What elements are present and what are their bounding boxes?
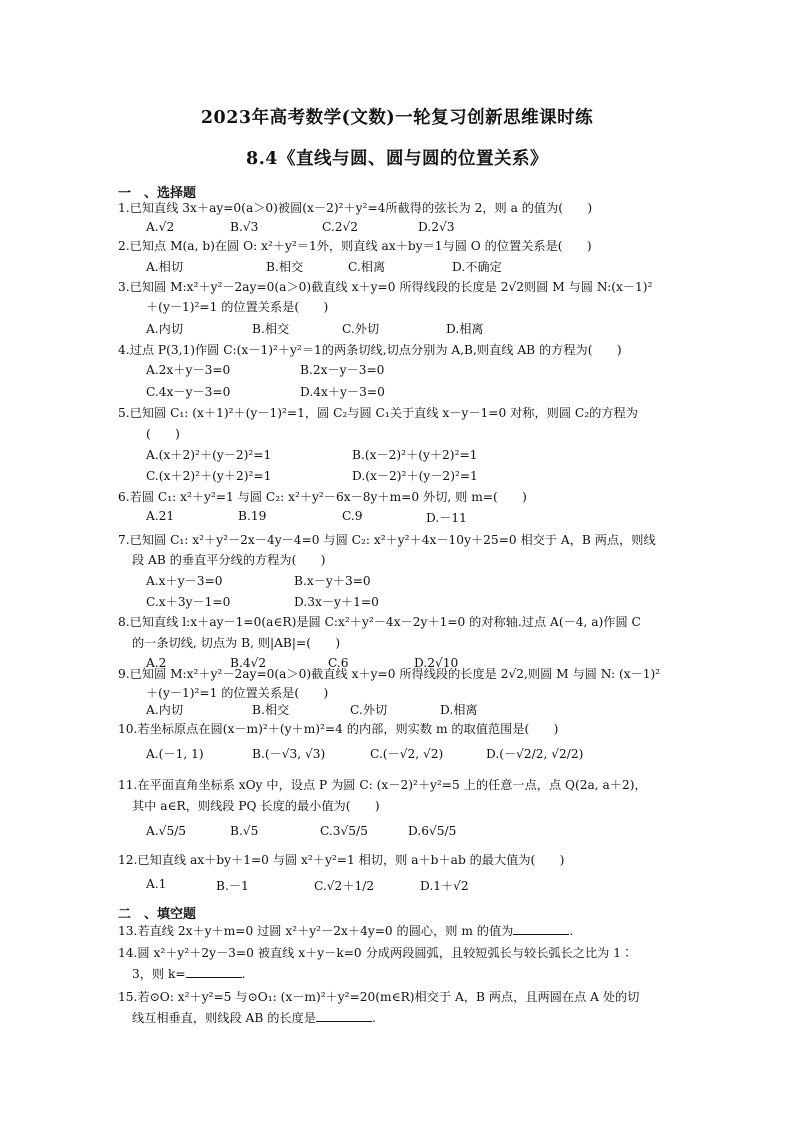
option-a: A.21 [146,509,175,523]
question-15-tail: . [371,1011,376,1025]
question-9: 9.已知圆 M:x²＋y²－2ay=0(a＞0)截直线 x＋y=0 所得线段的长度是 2√2,则圆 M 与圆 N: (x－1)² [118,667,661,681]
question-14-cont [132,964,702,985]
question-7: 7.已知圆 C₁: x²＋y²－2x－4y－4=0 与圆 C₂: x²＋y²＋4x－10y＋25=0 相交于 A，B 两点，则线 [118,533,656,547]
options-7b [146,593,706,613]
option-d: D.4x＋y－3=0 [300,385,385,399]
option-d: D.2√10 [414,656,459,670]
option-d: D.(x－2)²＋(y－2)²=1 [352,469,478,483]
question-6: 6.若圆 C₁: x²＋y²=1 与圆 C₂: x²＋y²－6x－8y＋m=0 外切, 则 m=( ) [118,490,527,504]
options-7a [146,572,706,592]
question-15-text: 线互相垂直，则线段 AB 的长度是 [132,1011,316,1025]
question-3: 3.已知圆 M:x²＋y²－2ay=0(a＞0)截直线 x＋y=0 所得线段的长度是 2√2则圆 M 与圆 N:(x－1)² [118,280,653,294]
option-c: C.(－√2, √2) [370,747,444,761]
option-a: A.(－1, 1) [146,747,204,761]
options-5a [146,446,706,466]
option-b: B.4√2 [230,656,267,670]
question-15: 15.若⊙O: x²＋y²=5 与⊙O₁: (x－m)²＋y²=20(m∈R)相交于 A，B 两点，且两圆在点 A 处的切 [118,990,640,1004]
option-b: B.2x－y－3=0 [300,363,385,377]
options-4a [146,361,706,381]
question-14-text: 3，则 k= [132,967,186,981]
option-c: C.(x＋2)²＋(y＋2)²=1 [146,469,272,483]
option-a: A.1 [146,877,167,891]
question-13-text: 13.若直线 2x＋y＋m=0 过圆 x²＋y²－2x＋4y=0 的圆心，则 m 的值为 [118,924,514,938]
option-b: B.相交 [252,703,290,717]
option-d: D.6√5/5 [408,824,457,838]
option-a: A.2 [146,656,167,670]
option-a: A.相切 [146,260,184,274]
option-d: D.3x－y＋1=0 [294,595,379,609]
option-c: C.√2＋1/2 [314,879,375,893]
options-5b [146,467,706,487]
option-c: C.x＋3y－1=0 [146,595,231,609]
option-d: D.1＋√2 [420,879,469,893]
options-10 [146,745,706,765]
option-d: D.相离 [446,322,484,336]
option-d: D.2√3 [418,220,455,234]
option-a: A.√2 [146,220,175,234]
option-a: A.(x＋2)²＋(y－2)²=1 [146,448,272,462]
option-c: C.外切 [342,322,380,336]
options-12 [146,877,706,897]
question-4: 4.过点 P(3,1)作圆 C:(x－1)²＋y²＝1的两条切线,切点分别为 A,B,则直线 AB 的方程为( ) [118,343,622,357]
option-b: B.(－√3, √3) [252,747,326,761]
question-8-cont: 的一条切线, 切点为 B, 则|AB|=( ) [132,636,341,650]
question-13 [118,921,708,942]
option-b: B.相交 [266,260,304,274]
option-a: A.x＋y－3=0 [146,574,223,588]
option-b: B.19 [238,509,267,523]
options-2 [146,258,706,278]
option-c: C.外切 [350,703,388,717]
option-a: A.内切 [146,703,184,717]
document-title: 2023年高考数学(文数)一轮复习创新思维课时练 [200,108,594,128]
option-c: C.2√2 [322,220,359,234]
options-4b [146,383,706,403]
option-c: C.4x－y－3=0 [146,385,231,399]
options-11 [146,824,706,844]
question-13-tail: . [569,924,574,938]
answer-blank[interactable] [316,1009,372,1022]
question-1: 1.已知直线 3x＋ay=0(a＞0)被圆(x－2)²＋y²=4所截得的弦长为 2，则 a 的值为( ) [118,201,593,215]
option-d: D.不确定 [452,260,502,274]
option-b: B.相交 [252,322,290,336]
section-heading-choice: 一 、选择题 [118,186,197,201]
option-c: C.9 [342,509,363,523]
option-c: C.相离 [348,260,386,274]
options-9 [146,701,706,721]
option-b: B.√3 [230,220,259,234]
option-b: B.(x－2)²＋(y＋2)²=1 [352,448,478,462]
question-11: 11.在平面直角坐标系 xOy 中，设点 P 为圆 C: (x－2)²＋y²=5 上的任意一点，点 Q(2a, a＋2)， [118,778,647,792]
option-b: B.√5 [230,824,259,838]
question-10: 10.若坐标原点在圆(x－m)²＋(y＋m)²=4 的内部，则实数 m 的取值范围是( ) [118,722,559,736]
question-7-cont: 段 AB 的垂直平分线的方程为( ) [132,553,326,567]
option-a: A.2x＋y－3=0 [146,363,231,377]
question-14-tail: . [241,967,246,981]
question-8: 8.已知直线 l:x＋ay－1=0(a∈R)是圆 C:x²＋y²－4x－2y＋1=0 的对称轴.过点 A(－4, a)作圆 C [118,615,641,629]
option-a: A.√5/5 [146,824,187,838]
question-2: 2.已知点 M(a, b)在圆 O: x²＋y²＝1外，则直线 ax＋by＝1与圆 O 的位置关系是( ) [118,239,592,253]
option-d: D.相离 [440,703,478,717]
question-5-cont: ( ) [146,427,180,441]
option-b: B.x－y＋3=0 [294,574,371,588]
question-15-cont [132,1008,702,1029]
question-14: 14.圆 x²＋y²＋2y－3=0 被直线 x＋y－k=0 分成两段圆弧，且较短弧长与较长弧长之比为 1∶ [118,946,634,960]
options-6 [146,509,706,529]
answer-blank[interactable] [513,922,569,935]
document-subtitle: 8.4《直线与圆、圆与圆的位置关系》 [246,149,548,169]
answer-blank[interactable] [186,965,242,978]
question-11-cont: 其中 a∈R，则线段 PQ 长度的最小值为( ) [132,799,380,813]
option-a: A.内切 [146,322,184,336]
options-3 [146,320,706,340]
question-5: 5.已知圆 C₁: (x＋1)²＋(y－1)²=1，圆 C₂与圆 C₁关于直线 x－y－1=0 对称，则圆 C₂的方程为 [118,406,638,420]
section-heading-fill: 二 、填空题 [118,907,197,922]
question-12: 12.已知直线 ax＋by＋1=0 与圆 x²＋y²=1 相切，则 a＋b＋ab 的最大值为( ) [118,853,565,867]
option-b: B.－1 [216,879,249,893]
option-c: C.3√5/5 [320,824,368,838]
question-9-cont: ＋(y－1)²=1 的位置关系是( ) [146,686,329,700]
question-3-cont: ＋(y－1)²=1 的位置关系是( ) [146,300,329,314]
option-d: D.(－√2/2, √2/2) [486,747,584,761]
option-d: D.－11 [426,511,467,525]
option-c: C.6 [328,656,349,670]
